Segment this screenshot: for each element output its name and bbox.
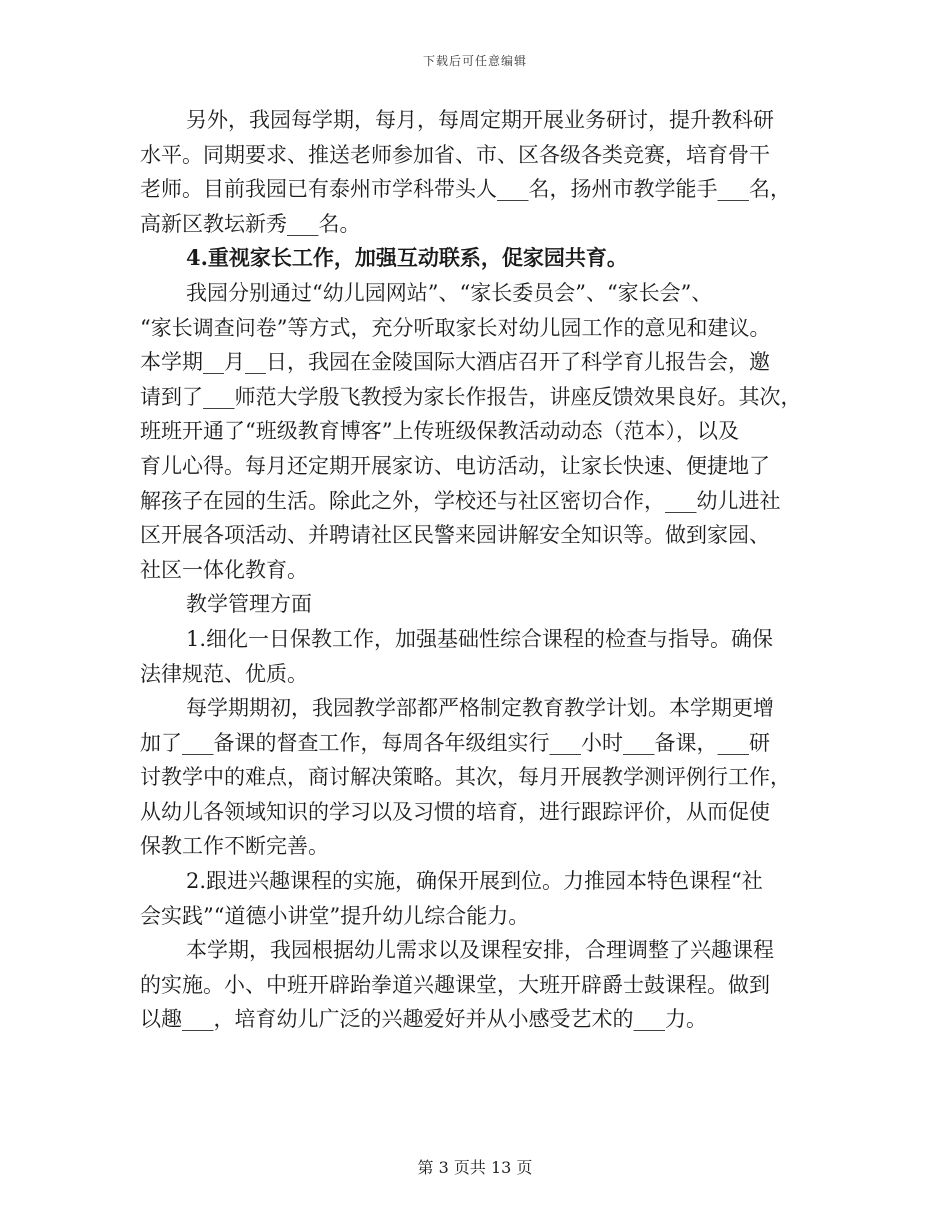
text-line: 每学期期初，我园教学部都严格制定教育教学计划。本学期更增 [186,696,774,721]
text-line: 的实施。小、中班开辟跆拳道兴趣课堂，大班开辟爵士鼓课程。做到 [140,972,770,997]
text-line: 2.跟进兴趣课程的实施，确保开展到位。力推园本特色课程“社 [186,869,763,894]
text-line: 加了___备课的督查工作，每周各年级组实行___小时___备课，___研 [140,730,770,755]
text-line: 育儿心得。每月还定期开展家访、电访活动，让家长快速、便捷地了 [140,453,770,478]
page-footer: 第 3 页共 13 页 [417,1158,533,1177]
text-line: 保教工作不断完善。 [140,834,329,859]
section-heading: 4.重视家长工作，加强互动联系，促家园共育。 [186,245,628,271]
text-line: 请到了___师范大学殷飞教授为家长作报告，讲座反馈效果良好。其次， [140,384,802,409]
text-line: 水平。同期要求、推送老师参加省、市、区各级各类竞赛，培育骨干 [140,142,770,167]
text-line: 另外，我园每学期，每月，每周定期开展业务研讨，提升教科研 [186,108,774,132]
text-line: 本学期__月__日，我园在金陵国际大酒店召开了科学育儿报告会，邀 [140,350,770,375]
page-header: 下载后可任意编辑 [422,54,527,68]
text-line: 讨教学中的难点，商讨解决策略。其次，每月开展教学测评例行工作， [140,765,791,790]
text-line: 老师。目前我园已有泰州市学科带头人___名，扬州市教学能手___名， [140,177,791,202]
text-line: 本学期，我园根据幼儿需求以及课程安排，合理调整了兴趣课程 [186,938,774,963]
text-line: 从幼儿各领域知识的学习以及习惯的培育，进行跟踪评价，从而促使 [140,799,770,824]
text-line: 会实践”“道德小讲堂”提升幼儿综合能力。 [140,903,530,928]
document-body [140,103,810,1037]
text-line: 以趣___，培育幼儿广泛的兴趣爱好并从小感受艺术的___力。 [140,1007,707,1032]
text-line: 法律规范、优质。 [140,661,308,686]
text-line: 社区一体化教育。 [140,557,308,582]
text-line: 区开展各项活动、并聘请社区民警来园讲解安全知识等。做到家园、 [140,523,770,548]
text-line: 我园分别通过“幼儿园网站”、“家长委员会”、“家长会”、 [186,280,713,305]
text-line: 班班开通了“班级教育博客”上传班级保教活动动态（范本），以及 [140,419,739,444]
text-line: 解孩子在园的生活。除此之外，学校还与社区密切合作，___幼儿进社 [140,488,781,513]
text-line: 教学管理方面 [186,592,312,617]
text-line: 1.细化一日保教工作，加强基础性综合课程的检查与指导。确保 [186,626,774,651]
text-line: “家长调查问卷”等方式，充分听取家长对幼儿园工作的意见和建议。 [140,315,771,340]
text-line: 高新区教坛新秀___名。 [140,211,361,236]
